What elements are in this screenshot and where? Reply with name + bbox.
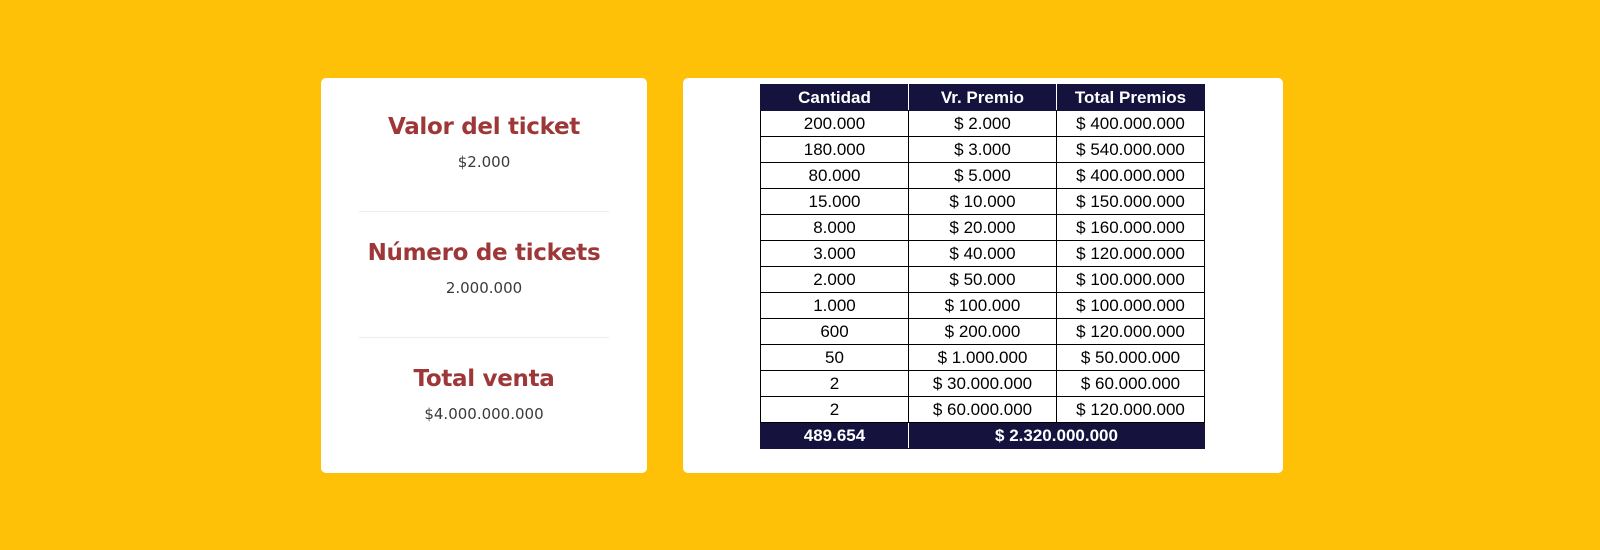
total-sales-block — [321, 364, 647, 424]
cell-quantity: 600 — [761, 319, 909, 345]
cell-total-prizes: $ 60.000.000 — [1057, 371, 1205, 397]
cell-total-prizes: $ 120.000.000 — [1057, 319, 1205, 345]
table-row — [761, 189, 1205, 215]
ticket-summary-card — [321, 78, 647, 473]
footer-total-quantity: 489.654 — [761, 423, 909, 449]
table-row — [761, 111, 1205, 137]
prize-table-header-row — [761, 85, 1205, 111]
cell-total-prizes: $ 120.000.000 — [1057, 397, 1205, 423]
cell-total-prizes: $ 100.000.000 — [1057, 293, 1205, 319]
cell-total-prizes: $ 100.000.000 — [1057, 267, 1205, 293]
ticket-count-amount: 2.000.000 — [445, 279, 523, 297]
cell-quantity: 1.000 — [761, 293, 909, 319]
table-row — [761, 345, 1205, 371]
ticket-count-title: Número de tickets — [367, 240, 601, 266]
cell-total-prizes: $ 120.000.000 — [1057, 241, 1205, 267]
cell-prize-value: $ 50.000 — [909, 267, 1057, 293]
cell-total-prizes: $ 400.000.000 — [1057, 163, 1205, 189]
header-quantity: Cantidad — [761, 85, 909, 111]
cell-prize-value: $ 200.000 — [909, 319, 1057, 345]
table-row — [761, 241, 1205, 267]
cell-quantity: 15.000 — [761, 189, 909, 215]
cell-prize-value: $ 20.000 — [909, 215, 1057, 241]
summary-divider — [359, 337, 609, 338]
table-row — [761, 267, 1205, 293]
cell-total-prizes: $ 50.000.000 — [1057, 345, 1205, 371]
cell-total-prizes: $ 540.000.000 — [1057, 137, 1205, 163]
table-row — [761, 163, 1205, 189]
cell-total-prizes: $ 150.000.000 — [1057, 189, 1205, 215]
total-sales-amount: $4.000.000.000 — [424, 405, 544, 423]
cell-quantity: 200.000 — [761, 111, 909, 137]
cell-prize-value: $ 40.000 — [909, 241, 1057, 267]
cell-quantity: 80.000 — [761, 163, 909, 189]
table-row — [761, 215, 1205, 241]
prize-table-card — [683, 78, 1283, 473]
footer-total-prizes: $ 2.320.000.000 — [909, 423, 1205, 449]
header-prize-value: Vr. Premio — [909, 85, 1057, 111]
table-row — [761, 397, 1205, 423]
header-total-prizes: Total Premios — [1057, 85, 1205, 111]
cell-prize-value: $ 1.000.000 — [909, 345, 1057, 371]
cell-prize-value: $ 100.000 — [909, 293, 1057, 319]
table-row — [761, 371, 1205, 397]
prize-table-footer-row — [761, 423, 1205, 449]
ticket-value-amount: $2.000 — [457, 153, 511, 171]
ticket-count-block — [321, 238, 647, 298]
cell-prize-value: $ 2.000 — [909, 111, 1057, 137]
prize-table — [760, 84, 1205, 449]
cell-prize-value: $ 5.000 — [909, 163, 1057, 189]
table-row — [761, 293, 1205, 319]
cell-total-prizes: $ 160.000.000 — [1057, 215, 1205, 241]
cell-quantity: 3.000 — [761, 241, 909, 267]
table-row — [761, 137, 1205, 163]
cell-quantity: 180.000 — [761, 137, 909, 163]
table-row — [761, 319, 1205, 345]
cell-prize-value: $ 3.000 — [909, 137, 1057, 163]
cell-quantity: 8.000 — [761, 215, 909, 241]
ticket-value-title: Valor del ticket — [387, 114, 581, 140]
cell-quantity: 2 — [761, 397, 909, 423]
cell-prize-value: $ 60.000.000 — [909, 397, 1057, 423]
cell-quantity: 50 — [761, 345, 909, 371]
cell-quantity: 2.000 — [761, 267, 909, 293]
cell-quantity: 2 — [761, 371, 909, 397]
cell-total-prizes: $ 400.000.000 — [1057, 111, 1205, 137]
total-sales-title: Total venta — [413, 366, 555, 392]
ticket-value-block — [321, 112, 647, 172]
summary-divider — [359, 211, 609, 212]
cell-prize-value: $ 10.000 — [909, 189, 1057, 215]
cell-prize-value: $ 30.000.000 — [909, 371, 1057, 397]
